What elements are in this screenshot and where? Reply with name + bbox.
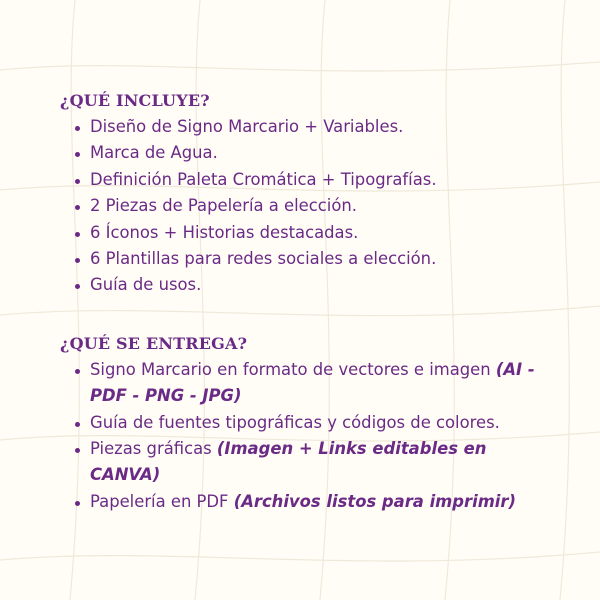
list-item [60, 410, 560, 436]
list-item-text: Signo Marcario en formato de vectores e imagen [90, 359, 491, 379]
list-item-text: Guía de fuentes tipográficas y códigos de colores. [90, 412, 500, 432]
list-item [60, 489, 560, 515]
delivery-list [60, 357, 560, 515]
list-item-emphasis: (Imagen + Links editables en CANVA) [90, 439, 487, 485]
list-item: Definición Paleta Cromática + Tipografías. [60, 167, 560, 193]
list-item-emphasis: (AI - PDF - PNG - JPG) [90, 359, 535, 406]
list-item: Diseño de Signo Marcario + Variables. [60, 114, 560, 140]
list-item: Marca de Agua. [60, 140, 560, 166]
includes-list [60, 114, 560, 299]
list-item-text: Piezas gráficas [90, 439, 212, 459]
list-item: 6 Íconos + Historias destacadas. [60, 220, 560, 246]
list-item: Guía de usos. [60, 272, 560, 298]
includes-heading: ¿QUÉ INCLUYE? [60, 91, 210, 110]
list-item [60, 436, 560, 489]
content-panel [60, 88, 560, 515]
list-item: 6 Plantillas para redes sociales a elección. [60, 246, 560, 272]
list-item [60, 357, 560, 410]
list-item-text: Papelería en PDF [90, 491, 229, 511]
list-item: 2 Piezas de Papelería a elección. [60, 193, 560, 219]
list-item-emphasis: (Archivos listos para imprimir) [233, 491, 516, 511]
delivery-heading: ¿QUÉ SE ENTREGA? [60, 333, 248, 353]
